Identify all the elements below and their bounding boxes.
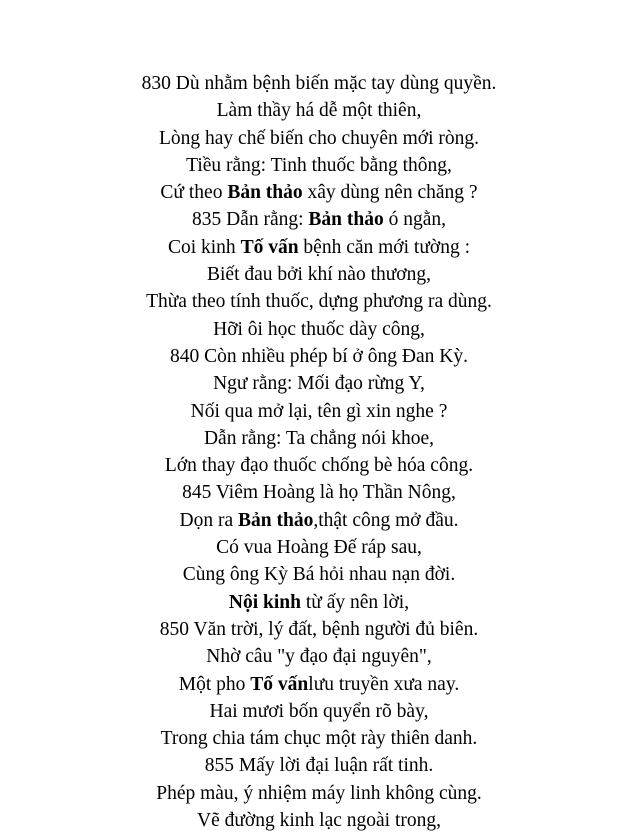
bold-title-text: Bản thảo [227, 182, 303, 204]
line-text: Vẽ đường kinh lạc ngoài trong, [197, 810, 441, 832]
line-text: Nối qua mở lại, tên gì xin nghe ? [190, 400, 448, 422]
poem-line [0, 70, 638, 97]
line-text: Làm thầy há dễ một thiên, [216, 100, 422, 122]
poem-line [0, 261, 638, 288]
line-text: 855 Mấy lời đại luận rất tinh. [204, 755, 434, 777]
line-text: Lớn thay đạo thuốc chống bè hóa công. [164, 455, 474, 477]
poem-line [0, 97, 638, 124]
line-text: Có vua Hoàng Đế ráp sau, [216, 537, 422, 559]
poem-line [0, 479, 638, 506]
line-text: Dẫn rằng: Ta chẳng nói khoe, [203, 427, 435, 449]
poem-line [0, 452, 638, 479]
poem-line [0, 288, 638, 315]
bold-title-text: Nội kinh [228, 591, 301, 613]
line-text: 840 Còn nhiều phép bí ở ông Đan Kỳ. [170, 345, 468, 367]
line-text: bệnh căn mới tường : [298, 236, 471, 258]
poem-line [0, 179, 638, 206]
bold-title-text: Tố vấn [240, 236, 299, 258]
bold-title-text: Tố vấn [250, 673, 309, 695]
bold-title-text: Bản thảo [308, 209, 384, 231]
poem-line [0, 671, 638, 698]
poem-line [0, 398, 638, 425]
document-page [0, 70, 638, 834]
poem-line [0, 589, 638, 616]
poem-line [0, 425, 638, 452]
line-text: lưu truyền xưa nay. [308, 673, 460, 695]
line-text: Tiều rằng: Tinh thuốc bằng thông, [186, 154, 452, 176]
poem-line [0, 807, 638, 834]
line-text: Nhờ câu "y đạo đại nguyên", [206, 646, 432, 668]
bold-title-text: Bản thảo [238, 509, 314, 531]
poem-line [0, 206, 638, 233]
line-text: Biết đau bởi khí nào thương, [206, 264, 431, 286]
poem-line [0, 616, 638, 643]
line-text: 835 Dẫn rằng: [191, 209, 309, 231]
line-text: Cứ theo [160, 182, 228, 204]
poem-line [0, 561, 638, 588]
poem-line [0, 534, 638, 561]
line-text: từ ấy nên lời, [301, 591, 410, 613]
poem-line [0, 507, 638, 534]
poem-line [0, 698, 638, 725]
line-text: Phép màu, ý nhiệm máy linh không cùng. [156, 782, 482, 804]
line-text: Lòng hay chế biến cho chuyên mới ròng. [158, 127, 480, 149]
poem-line [0, 752, 638, 779]
line-text: Cùng ông Kỳ Bá hỏi nhau nạn đời. [182, 564, 456, 586]
line-text: 845 Viêm Hoàng là họ Thần Nông, [182, 482, 456, 504]
line-text: ,thật công mở đầu. [313, 509, 459, 531]
poem-line [0, 780, 638, 807]
poem-line [0, 125, 638, 152]
line-text: Hai mươi bốn quyển rõ bày, [209, 700, 429, 722]
line-text: Ngư rằng: Mối đạo rừng Y, [213, 373, 425, 395]
poem-line [0, 152, 638, 179]
poem-line [0, 234, 638, 261]
line-text: Thừa theo tính thuốc, dựng phương ra dùng. [146, 291, 492, 313]
poem-line [0, 316, 638, 343]
poem-line [0, 370, 638, 397]
line-text: Coi kinh [167, 236, 241, 258]
line-text: 830 Dù nhằm bệnh biến mặc tay dùng quyền. [141, 73, 497, 94]
poem-line [0, 725, 638, 752]
poem-line [0, 343, 638, 370]
poem-line [0, 643, 638, 670]
line-text: 850 Văn trời, lý đất, bệnh người đủ biên. [159, 618, 479, 640]
line-text: Một pho [178, 673, 251, 695]
line-text: Dọn ra [179, 509, 238, 531]
line-text: xây dùng nên chăng ? [302, 182, 478, 204]
line-text: ó ngằn, [383, 209, 447, 231]
line-text: Trong chia tám chục một rày thiên danh. [160, 728, 478, 750]
line-text: Hỡi ôi học thuốc dày công, [213, 318, 425, 340]
